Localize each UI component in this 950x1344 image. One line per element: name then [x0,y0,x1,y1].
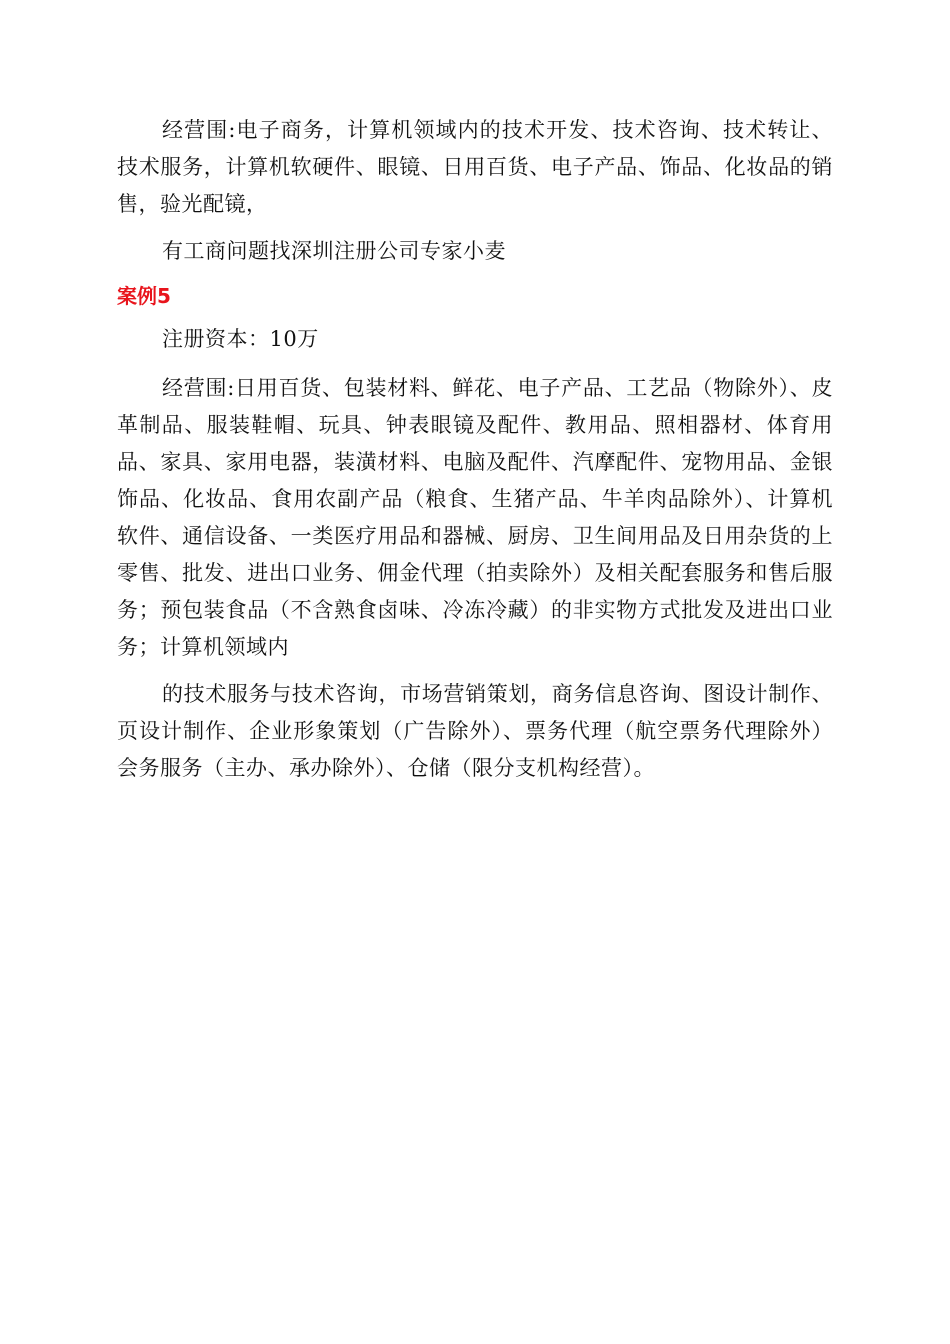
business-scope-paragraph: 经营围:电子商务，计算机领域内的技术开发、技术咨询、技术转让、技术服务，计算机软硬件、眼镜、日用百货、电子产品、饰品、化妆品的销售，验光配镜， [117,118,833,216]
registered-capital-paragraph: 注册资本：10万 [162,327,319,351]
business-scope-paragraph-case5: 经营围:日用百货、包装材料、鲜花、电子产品、工艺品（物除外）、皮革制品、服装鞋帽、玩具、钟表眼镜及配件、教用品、照相器材、体育用品、家具、家用电器，装潢材料、电脑及配件、汽摩配件、宠物用品、金银饰品、化妆品、食用农副产品（粮食、生猪产品、牛羊肉品除外）、计算机软件、通信设备、一类医疗用品和器械、厨房、卫生间用品及日用杂货的上零售、批发、进出口业务、佣金代理（拍卖除外）及相关配套服务和售后服务；预包装食品（不含熟食卤味、冷冻冷藏）的非实物方式批发及进出口业务；计算机领域内 [117,376,833,659]
document-page [117,112,833,787]
contact-note-paragraph: 有工商问题找深圳注册公司专家小麦 [162,239,506,263]
business-scope-continuation-paragraph: 的技术服务与技术咨询，市场营销策划，商务信息咨询、图设计制作、页设计制作、企业形象策划（广告除外）、票务代理（航空票务代理除外）会务服务（主办、承办除外）、仓储（限分支机构经营）。 [117,682,833,780]
case-heading: 案例5 [117,284,171,308]
